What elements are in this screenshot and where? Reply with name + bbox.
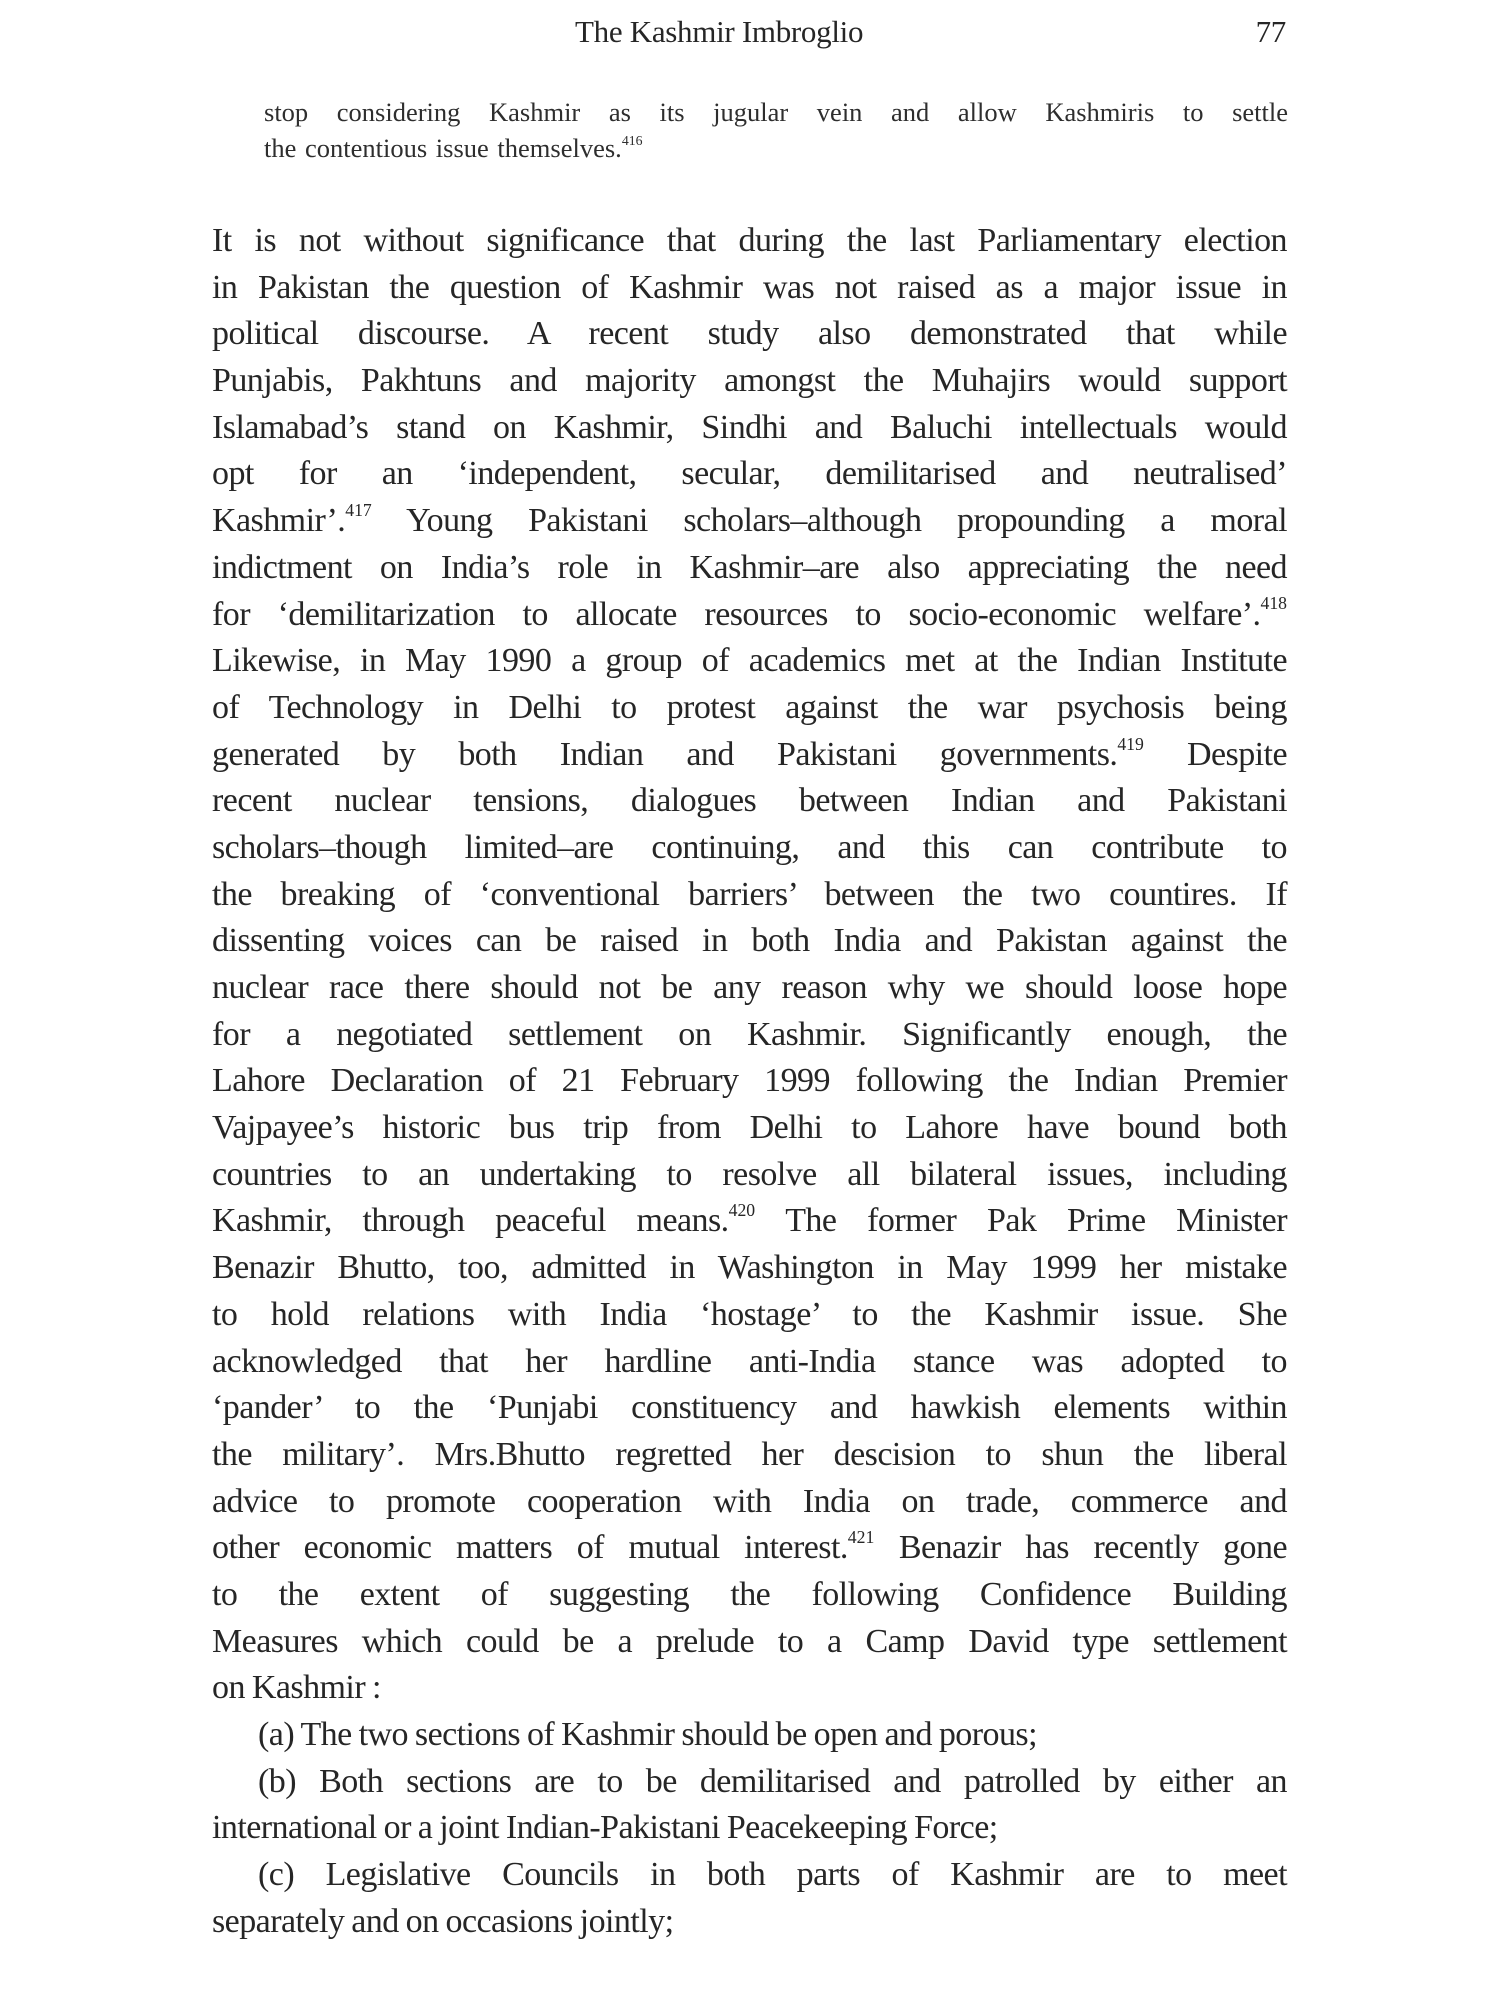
line-text: Punjabis, Pakhtuns and majority amongst the Muhajirs would support (212, 362, 1287, 400)
line-text: to the extent of suggesting the following Confidence Building (212, 1575, 1287, 1613)
paragraph-line (212, 1292, 1287, 1339)
line-text: the breaking of ‘conventional barriers’ between the two countires. If (212, 875, 1287, 913)
paragraph-line (212, 1432, 1287, 1479)
quote-line: stop considering Kashmir as its jugular vein and allow Kashmiris to settle (264, 97, 1288, 127)
paragraph-line (212, 918, 1287, 965)
footnote-marker: 420 (728, 1200, 756, 1221)
paragraph (212, 218, 1287, 1712)
line-text: The former Pak Prime Minister (755, 1202, 1287, 1240)
paragraph-line (212, 545, 1287, 592)
paragraph-line (212, 451, 1287, 498)
paragraph-line (212, 1198, 1287, 1245)
line-text: nuclear race there should not be any reason why we should loose hope (212, 969, 1287, 1006)
paragraph-line (212, 732, 1287, 779)
line-text: countries to an undertaking to resolve all bilateral issues, including (212, 1155, 1287, 1193)
line-text: Both sections are to be demilitarised and patrolled by either an (319, 1762, 1288, 1800)
line-text: political discourse. A recent study also demonstrated that while (212, 315, 1287, 353)
line-text: to hold relations with India ‘hostage’ to the Kashmir issue. She (212, 1295, 1287, 1333)
line-text: Likewise, in May 1990 a group of academics met at the Indian Institute (212, 642, 1287, 680)
paragraph-line (212, 1665, 1287, 1712)
running-head (212, 12, 1286, 52)
paragraph-line (212, 498, 1287, 545)
paragraph-line (212, 1012, 1287, 1059)
line-text: Young Pakistani scholars–although propounding a moral (371, 502, 1287, 540)
line-text: The two sections of Kashmir should be open and porous; (300, 1716, 1037, 1753)
list-item-line (212, 1852, 1287, 1899)
paragraph-line (212, 1152, 1287, 1199)
line-text: Benazir Bhutto, too, admitted in Washington in May 1999 her mistake (212, 1249, 1287, 1287)
paragraph-line (212, 592, 1287, 639)
footnote-marker: 421 (847, 1527, 875, 1548)
line-text: It is not without significance that during the last Parliamentary election (212, 222, 1287, 259)
footnote-marker: 417 (345, 500, 372, 521)
paragraph-line (212, 1339, 1287, 1386)
paragraph-line (212, 778, 1287, 825)
paragraph-line (212, 1479, 1287, 1526)
line-text: for ‘demilitarization to allocate resources to socio-economic welfare’. (212, 595, 1261, 633)
line-text: Measures which could be a prelude to a Camp David type settlement (212, 1622, 1287, 1660)
body-text (212, 218, 1287, 1945)
line-text: for a negotiated settlement on Kashmir. Significantly enough, the (212, 1015, 1287, 1053)
running-title: The Kashmir Imbroglio (575, 14, 864, 49)
line-text: Benazir has recently gone (874, 1529, 1288, 1567)
list-item-line (212, 1899, 1287, 1946)
line-text: ‘pander’ to the ‘Punjabi constituency and hawkish elements within (212, 1389, 1287, 1427)
paragraph-line (212, 1058, 1287, 1105)
list-marker: (c) (258, 1856, 295, 1894)
line-text: other economic matters of mutual interest. (212, 1529, 848, 1567)
line-text: Legislative Councils in both parts of Kashmir are to meet (325, 1856, 1287, 1894)
line-text: scholars–though limited–are continuing, and this can contribute to (212, 828, 1287, 866)
paragraph-line (212, 405, 1287, 452)
paragraph-line (212, 638, 1287, 685)
footnote-marker: 419 (1117, 733, 1144, 754)
line-text: international or a joint Indian-Pakistani Peacekeeping Force; (212, 1809, 998, 1847)
line-text: on Kashmir : (212, 1669, 381, 1707)
paragraph-line (212, 872, 1287, 919)
line-text: in Pakistan the question of Kashmir was not raised as a major issue in (212, 268, 1287, 306)
paragraph-line (212, 1245, 1287, 1292)
paragraph-line (212, 265, 1287, 312)
paragraph-line (212, 1105, 1287, 1152)
line-text: indictment on India’s role in Kashmir–are also appreciating the need (212, 548, 1287, 586)
list-marker: (a) (258, 1716, 295, 1753)
list-item-line (212, 1759, 1287, 1806)
line-text: Lahore Declaration of 21 February 1999 following the Indian Premier (212, 1062, 1287, 1100)
list-item (212, 1712, 1287, 1759)
paragraph-line (212, 358, 1287, 405)
line-text: acknowledged that her hardline anti-India stance was adopted to (212, 1342, 1287, 1380)
block-quote (264, 94, 1288, 166)
paragraph-line (212, 1525, 1287, 1572)
paragraph-line (212, 311, 1287, 358)
line-text: the military’. Mrs.Bhutto regretted her descision to shun the liberal (212, 1435, 1287, 1473)
line-text: dissenting voices can be raised in both India and Pakistan against the (212, 922, 1287, 960)
paragraph-line (212, 965, 1287, 1012)
line-text: of Technology in Delhi to protest against the war psychosis being (212, 688, 1287, 726)
paragraph-line (212, 218, 1287, 265)
line-text: Kashmir’. (212, 502, 346, 540)
list-item (212, 1759, 1287, 1852)
line-text: Despite (1143, 735, 1287, 773)
line-text: separately and on occasions jointly; (212, 1902, 674, 1940)
footnote-marker: 416 (621, 133, 643, 149)
line-text: Islamabad’s stand on Kashmir, Sindhi and Baluchi intellectuals would (212, 408, 1287, 446)
paragraph-line (212, 1619, 1287, 1666)
paragraph-line (212, 1385, 1287, 1432)
paragraph-line (212, 1572, 1287, 1619)
line-text: Kashmir, through peaceful means. (212, 1202, 729, 1240)
page-number: 77 (1255, 14, 1286, 49)
list-item-line (212, 1805, 1287, 1852)
line-text: advice to promote cooperation with India on trade, commerce and (212, 1482, 1287, 1520)
list-item (212, 1852, 1287, 1945)
measures-list (212, 1712, 1287, 1945)
paragraph-line (212, 825, 1287, 872)
line-text: opt for an ‘independent, secular, demilitarised and neutralised’ (212, 455, 1287, 493)
line-text: Vajpayee’s historic bus trip from Delhi to Lahore have bound both (212, 1109, 1287, 1147)
footnote-marker: 418 (1260, 593, 1287, 614)
list-item-line (212, 1712, 1287, 1759)
paragraph-line (212, 685, 1287, 732)
quote-line: the contentious issue themselves.$^{416}$ (264, 133, 643, 163)
line-text: generated by both Indian and Pakistani governments. (212, 735, 1118, 773)
line-text: recent nuclear tensions, dialogues between Indian and Pakistani (212, 782, 1287, 820)
list-marker: (b) (258, 1762, 296, 1800)
